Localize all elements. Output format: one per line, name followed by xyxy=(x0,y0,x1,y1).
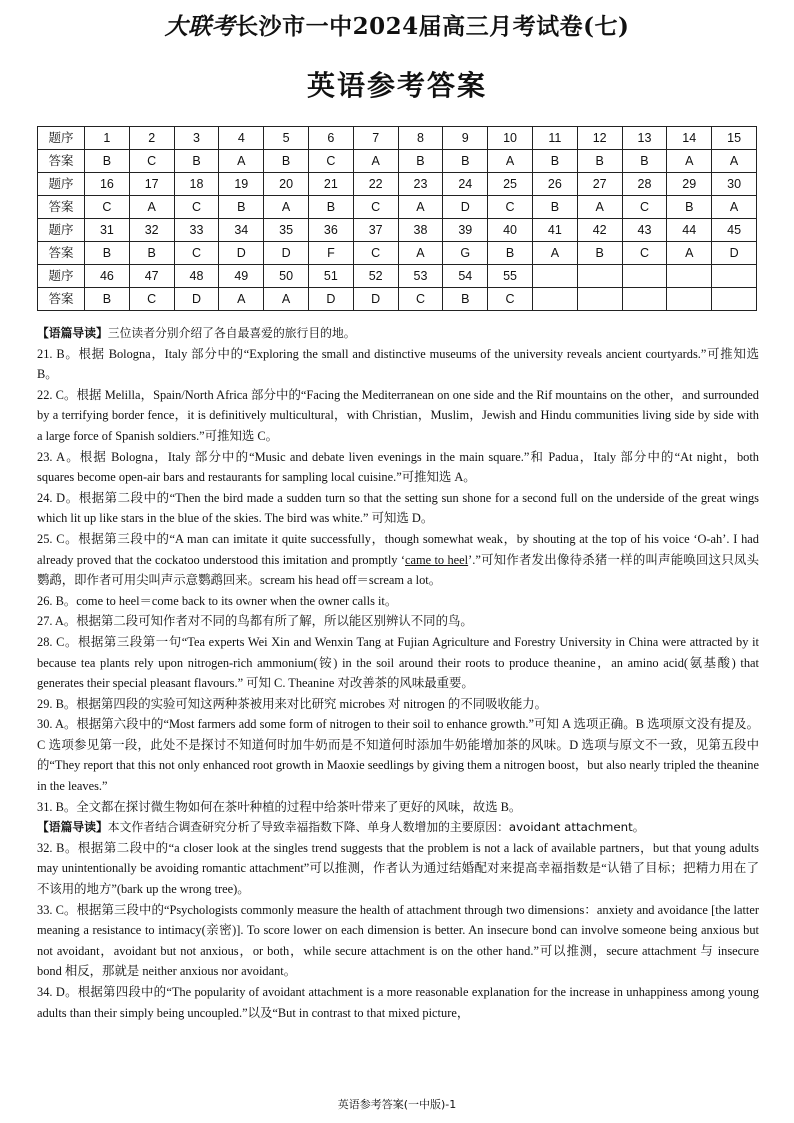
explanation-q28: 28. C。根据第三段第一句“Tea experts Wei Xin and Wenxin Tang at Fujian Agriculture and Forestry University in China were attracted by it because tea plants rely upon nitrogen-rich ammonium(铵) in the soil around their roots to produce theanine，an amino acid(氨基酸) that generates their special pleasant flavours.” 可知 C. Theanine 对改善茶的风味最重要。 xyxy=(37,634,759,691)
explanation-q31: 31. B。全文都在探讨微生物如何在茶叶种植的过程中给茶叶带来了更好的风味，故选 B。 xyxy=(37,799,522,814)
question-number-row xyxy=(38,219,757,242)
question-number-cell: 20 xyxy=(264,173,309,196)
answer-cell: B xyxy=(622,150,667,173)
explanation-q33: 33. C。根据第三段中的“Psychologists commonly measure the health of attachment through two dimensions：anxiety and avoidance [the latter meaning a resistance to intimacy(亲密)]. To score lower on each dimension is better. An insecure bond can involve someone being anxious but not avoidant，avoidant but not anxious，or both，while secure attachment is on the other hand.”可以推测，secure attachment 与 insecure bond 相反，那就是 neither anxious nor avoidant。 xyxy=(37,902,759,979)
question-number-cell: 28 xyxy=(622,173,667,196)
answer-cell: C xyxy=(174,242,219,265)
answer-cell xyxy=(532,288,577,311)
question-number-cell: 17 xyxy=(129,173,174,196)
question-number-cell: 55 xyxy=(488,265,533,288)
answer-cell: B xyxy=(398,150,443,173)
answer-cell: C xyxy=(129,150,174,173)
guide-label: 【语篇导读】 xyxy=(37,820,108,835)
question-number-cell: 51 xyxy=(308,265,353,288)
answer-cell: B xyxy=(219,196,264,219)
guide-label: 【语篇导读】 xyxy=(37,326,108,340)
question-number-cell: 25 xyxy=(488,173,533,196)
answer-cell: A xyxy=(264,288,309,311)
answer-row xyxy=(38,288,757,311)
answer-cell: D xyxy=(174,288,219,311)
answer-cell: C xyxy=(488,196,533,219)
answer-row xyxy=(38,242,757,265)
question-number-cell: 36 xyxy=(308,219,353,242)
answer-cell: C xyxy=(622,196,667,219)
answer-cell: D xyxy=(712,242,757,265)
page-subtitle: 英语参考答案 xyxy=(306,69,487,102)
explanation-q34: 34. D。根据第四段中的“The popularity of avoidant attachment is a more reasonable explanation for the increase in unhappiness among young adults than their simply being uncoupled.”以及“But in contrast to that mixed picture， xyxy=(37,985,759,1020)
answer-cell: A xyxy=(219,150,264,173)
question-number-cell: 2 xyxy=(129,127,174,150)
answer-cell: C xyxy=(622,242,667,265)
answer-cell: F xyxy=(308,242,353,265)
question-number-cell: 21 xyxy=(308,173,353,196)
row-label-number: 题序 xyxy=(38,127,85,150)
answer-cell: A xyxy=(532,242,577,265)
answer-cell: B xyxy=(85,288,130,311)
q25-text-b: ’.”可知作者发出像待杀猪一样的叫声能唤回这只凤头鹦鹉，即作者可用尖叫声示意鹦鹉回来。scream his head off＝scream a lot。 xyxy=(37,552,760,588)
answer-cell xyxy=(577,288,622,311)
answer-cell: A xyxy=(488,150,533,173)
answer-cell: B xyxy=(577,150,622,173)
answer-cell: G xyxy=(443,242,488,265)
question-number-cell: 34 xyxy=(219,219,264,242)
page-footer: 英语参考答案(一中版)-1 xyxy=(337,1098,457,1111)
answer-cell: B xyxy=(443,150,488,173)
question-number-cell: 54 xyxy=(443,265,488,288)
answer-cell: D xyxy=(264,242,309,265)
question-number-cell: 45 xyxy=(712,219,757,242)
answer-cell: B xyxy=(85,242,130,265)
answer-cell: D xyxy=(219,242,264,265)
question-number-cell xyxy=(532,265,577,288)
question-number-cell: 16 xyxy=(85,173,130,196)
question-number-cell: 35 xyxy=(264,219,309,242)
question-number-cell: 38 xyxy=(398,219,443,242)
explanation-q30: 30. A。根据第六段中的“Most farmers add some form of nitrogen to their soil to enhance growth.”可知 A 选项正确。B 选项原文没有提及。C 选项参见第一段，此处不是探讨不知道何时加牛奶而是不知道何时添加牛奶能增加茶的风味。D 选项与原文不一致，见第五段中的“They report that this not only enhanced root growth in Maoxie seedlings by giving them a nitrogen boost，but also nearly tripled the theanine in the leaves.” xyxy=(37,717,759,794)
answer-row xyxy=(38,150,757,173)
question-number-cell: 10 xyxy=(488,127,533,150)
answer-cell: B xyxy=(308,196,353,219)
question-number-cell: 27 xyxy=(577,173,622,196)
explanation-q21: 21. B。根据 Bologna，Italy 部分中的“Exploring the small and distinctive museums of the university reveals ancient courtyards.”可推知选 B。 xyxy=(37,346,759,382)
question-number-cell: 22 xyxy=(353,173,398,196)
guide-text: 本文作者结合调查研究分析了导致幸福指数下降、单身人数增加的主要原因：avoidant attachment。 xyxy=(107,820,645,835)
question-number-cell: 3 xyxy=(174,127,219,150)
answer-cell: C xyxy=(488,288,533,311)
answer-cell xyxy=(667,288,712,311)
row-label-answer: 答案 xyxy=(38,196,85,219)
passage-guide xyxy=(37,323,759,344)
answer-cell: C xyxy=(129,288,174,311)
answer-cell: B xyxy=(174,150,219,173)
question-number-row xyxy=(38,127,757,150)
row-label-answer: 答案 xyxy=(38,288,85,311)
question-number-cell: 41 xyxy=(532,219,577,242)
answer-cell: C xyxy=(398,288,443,311)
answer-cell: C xyxy=(174,196,219,219)
answer-cell: B xyxy=(488,242,533,265)
answer-cell: B xyxy=(667,196,712,219)
answer-cell: A xyxy=(219,288,264,311)
answer-cell: C xyxy=(85,196,130,219)
explanation-q24: 24. D。根据第二段中的“Then the bird made a sudden turn so that the setting sun shone for a second full on the underside of the great wings which lit up like stars in the blue of the skies. The bird was white.” 可知选 D。 xyxy=(37,490,759,526)
question-number-cell: 29 xyxy=(667,173,712,196)
answer-cell: A xyxy=(264,196,309,219)
question-number-cell xyxy=(667,265,712,288)
question-number-row xyxy=(38,173,757,196)
question-number-cell: 53 xyxy=(398,265,443,288)
row-label-number: 题序 xyxy=(38,173,85,196)
answer-cell: C xyxy=(308,150,353,173)
explanation-q25 xyxy=(37,529,759,591)
answer-row xyxy=(38,196,757,219)
answer-cell: B xyxy=(577,242,622,265)
question-number-cell: 11 xyxy=(532,127,577,150)
answer-cell: B xyxy=(85,150,130,173)
answer-cell: D xyxy=(353,288,398,311)
question-number-cell: 9 xyxy=(443,127,488,150)
question-number-cell: 5 xyxy=(264,127,309,150)
question-number-cell: 26 xyxy=(532,173,577,196)
answer-cell: A xyxy=(712,196,757,219)
question-number-cell: 14 xyxy=(667,127,712,150)
question-number-cell: 42 xyxy=(577,219,622,242)
question-number-row xyxy=(38,265,757,288)
answer-cell: C xyxy=(353,196,398,219)
question-number-cell: 43 xyxy=(622,219,667,242)
answer-cell: A xyxy=(712,150,757,173)
question-number-cell: 18 xyxy=(174,173,219,196)
question-number-cell: 7 xyxy=(353,127,398,150)
question-number-cell: 19 xyxy=(219,173,264,196)
answer-cell: A xyxy=(398,242,443,265)
explanation-q26: 26. B。come to heel＝come back to its owner when the owner calls it。 xyxy=(37,593,398,608)
page-title xyxy=(0,12,794,42)
question-number-cell: 13 xyxy=(622,127,667,150)
answer-cell: A xyxy=(667,242,712,265)
question-number-cell: 39 xyxy=(443,219,488,242)
explanation-q32: 32. B。根据第二段中的“a closer look at the singles trend suggests that the problem is not a lack of available partners，but that young adults may unintentionally be avoiding romantic attachment”可以推测，作者认为通过结婚配对来提高幸福指数是“认错了目标；把精力用在了不该用的地方”(bark up the wrong tree)。 xyxy=(37,840,759,897)
answer-cell xyxy=(712,288,757,311)
question-number-cell: 32 xyxy=(129,219,174,242)
answer-table xyxy=(37,126,757,311)
answer-cell xyxy=(622,288,667,311)
question-number-cell: 23 xyxy=(398,173,443,196)
answer-cell: B xyxy=(264,150,309,173)
question-number-cell: 24 xyxy=(443,173,488,196)
question-number-cell: 44 xyxy=(667,219,712,242)
answer-cell: B xyxy=(532,150,577,173)
question-number-cell: 37 xyxy=(353,219,398,242)
question-number-cell: 40 xyxy=(488,219,533,242)
q25-underlined-phrase: came to heel xyxy=(404,552,469,567)
answer-cell: A xyxy=(398,196,443,219)
guide-text: 三位读者分别介绍了各自最喜爱的旅行目的地。 xyxy=(107,326,356,340)
explanation-q23: 23. A。根据 Bologna，Italy 部分中的“Music and debate liven evenings in the main square.”和 Padua，Italy 部分中的“At night，both squares become open-air bars and restaurants for sampling local cuisine.”可推知选 A。 xyxy=(37,449,759,485)
question-number-cell xyxy=(577,265,622,288)
answer-cell: C xyxy=(353,242,398,265)
question-number-cell xyxy=(622,265,667,288)
answer-cell: A xyxy=(353,150,398,173)
brand-logo: 大联考 xyxy=(164,13,236,40)
explanation-q22: 22. C。根据 Melilla，Spain/North Africa 部分中的“Facing the Mediterranean on one side and the Rif mountains on the other，and surrounded by a terrifying border fence，it is definitively multicultural，with Christian，Muslim，Jewish and Hindu communities living side by side with a large force of Spanish soldiers.”可推知选 C。 xyxy=(37,387,759,443)
explanations xyxy=(37,323,759,1023)
explanation-q27: 27. A。根据第二段可知作者对不同的鸟都有所了解，所以能区别辨认不同的鸟。 xyxy=(37,614,473,629)
question-number-cell: 8 xyxy=(398,127,443,150)
question-number-cell: 48 xyxy=(174,265,219,288)
row-label-answer: 答案 xyxy=(38,150,85,173)
question-number-cell: 12 xyxy=(577,127,622,150)
answer-cell: A xyxy=(577,196,622,219)
answer-cell: A xyxy=(667,150,712,173)
question-number-cell: 46 xyxy=(85,265,130,288)
row-label-number: 题序 xyxy=(38,219,85,242)
answer-cell: B xyxy=(129,242,174,265)
passage-guide xyxy=(37,817,759,838)
question-number-cell: 4 xyxy=(219,127,264,150)
answer-cell: D xyxy=(443,196,488,219)
question-number-cell: 50 xyxy=(264,265,309,288)
question-number-cell: 6 xyxy=(308,127,353,150)
answer-cell: B xyxy=(443,288,488,311)
question-number-cell: 15 xyxy=(712,127,757,150)
q25-text-a: 25. C。根据第三段中的“A man can imitate it quite successfully，though somewhat weak，by shouting at the top of his voice ‘O-ah’. I had already proved that the cockatoo understood this imitation and promptly ‘ xyxy=(37,531,759,567)
question-number-cell: 30 xyxy=(712,173,757,196)
answer-cell: A xyxy=(129,196,174,219)
explanation-q29: 29. B。根据第四段的实验可知这两种茶被用来对比研究 microbes 对 nitrogen 的不同吸收能力。 xyxy=(37,696,548,711)
question-number-cell: 47 xyxy=(129,265,174,288)
row-label-answer: 答案 xyxy=(38,242,85,265)
question-number-cell: 31 xyxy=(85,219,130,242)
question-number-cell: 1 xyxy=(85,127,130,150)
exam-title: 长沙市一中2024届高三月考试卷(七) xyxy=(235,13,630,40)
question-number-cell: 33 xyxy=(174,219,219,242)
question-number-cell xyxy=(712,265,757,288)
answer-cell: D xyxy=(308,288,353,311)
question-number-cell: 49 xyxy=(219,265,264,288)
answer-cell: B xyxy=(532,196,577,219)
question-number-cell: 52 xyxy=(353,265,398,288)
row-label-number: 题序 xyxy=(38,265,85,288)
